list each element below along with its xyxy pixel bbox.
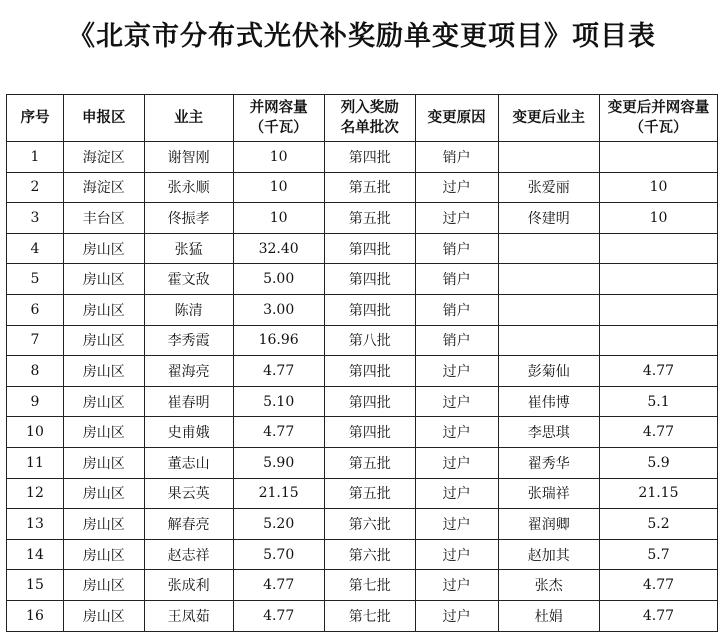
cell-capacity: 21.15 <box>233 478 324 509</box>
cell-district: 房山区 <box>63 509 144 540</box>
header-new-capacity: 变更后并网容量（千瓦） <box>599 95 717 142</box>
cell-capacity: 4.77 <box>233 570 324 601</box>
cell-index: 9 <box>7 386 64 417</box>
cell-district: 海淀区 <box>63 172 144 203</box>
cell-batch: 第七批 <box>324 600 415 631</box>
cell-batch: 第四批 <box>324 264 415 295</box>
cell-owner: 翟海亮 <box>144 356 233 387</box>
table-row <box>7 233 718 264</box>
cell-batch: 第六批 <box>324 509 415 540</box>
cell-new-capacity: 21.15 <box>599 478 717 509</box>
cell-new-owner: 佟建明 <box>498 203 599 234</box>
cell-owner: 张猛 <box>144 233 233 264</box>
cell-district: 房山区 <box>63 233 144 264</box>
cell-reason: 销户 <box>415 233 498 264</box>
cell-district: 房山区 <box>63 539 144 570</box>
cell-owner: 霍文敌 <box>144 264 233 295</box>
cell-capacity: 10 <box>233 142 324 173</box>
cell-reason: 过户 <box>415 600 498 631</box>
cell-district: 房山区 <box>63 478 144 509</box>
cell-new-owner: 赵加其 <box>498 539 599 570</box>
table-row <box>7 264 718 295</box>
cell-new-capacity <box>599 264 717 295</box>
cell-new-owner: 李思琪 <box>498 417 599 448</box>
cell-index: 7 <box>7 325 64 356</box>
cell-district: 房山区 <box>63 600 144 631</box>
cell-index: 3 <box>7 203 64 234</box>
cell-district: 房山区 <box>63 386 144 417</box>
cell-index: 11 <box>7 447 64 478</box>
table-row <box>7 386 718 417</box>
cell-new-capacity: 5.9 <box>599 447 717 478</box>
cell-new-capacity: 10 <box>599 203 717 234</box>
table-header-row <box>7 95 718 142</box>
cell-index: 5 <box>7 264 64 295</box>
table-row <box>7 570 718 601</box>
cell-capacity: 10 <box>233 203 324 234</box>
cell-owner: 果云英 <box>144 478 233 509</box>
cell-new-owner: 崔伟博 <box>498 386 599 417</box>
cell-new-capacity: 4.77 <box>599 570 717 601</box>
cell-capacity: 5.70 <box>233 539 324 570</box>
cell-district: 房山区 <box>63 264 144 295</box>
table-row <box>7 356 718 387</box>
cell-new-owner: 张爱丽 <box>498 172 599 203</box>
cell-batch: 第四批 <box>324 142 415 173</box>
cell-reason: 过户 <box>415 356 498 387</box>
header-index: 序号 <box>7 95 64 142</box>
table-row <box>7 203 718 234</box>
cell-index: 14 <box>7 539 64 570</box>
cell-index: 8 <box>7 356 64 387</box>
cell-district: 房山区 <box>63 570 144 601</box>
cell-new-owner: 杜娟 <box>498 600 599 631</box>
cell-batch: 第四批 <box>324 233 415 264</box>
cell-owner: 张永顺 <box>144 172 233 203</box>
cell-new-capacity: 5.2 <box>599 509 717 540</box>
cell-district: 海淀区 <box>63 142 144 173</box>
cell-index: 13 <box>7 509 64 540</box>
cell-owner: 佟振孝 <box>144 203 233 234</box>
cell-owner: 赵志祥 <box>144 539 233 570</box>
cell-owner: 张成利 <box>144 570 233 601</box>
cell-reason: 过户 <box>415 478 498 509</box>
cell-index: 15 <box>7 570 64 601</box>
cell-batch: 第四批 <box>324 294 415 325</box>
cell-district: 房山区 <box>63 356 144 387</box>
cell-reason: 销户 <box>415 325 498 356</box>
cell-batch: 第六批 <box>324 539 415 570</box>
table-row <box>7 539 718 570</box>
cell-owner: 董志山 <box>144 447 233 478</box>
cell-owner: 李秀霞 <box>144 325 233 356</box>
cell-batch: 第四批 <box>324 386 415 417</box>
cell-reason: 过户 <box>415 509 498 540</box>
cell-batch: 第八批 <box>324 325 415 356</box>
cell-new-owner <box>498 233 599 264</box>
cell-district: 丰台区 <box>63 203 144 234</box>
header-district: 申报区 <box>63 95 144 142</box>
table-row <box>7 600 718 631</box>
cell-capacity: 5.00 <box>233 264 324 295</box>
cell-reason: 过户 <box>415 539 498 570</box>
project-table <box>6 94 718 632</box>
cell-reason: 销户 <box>415 142 498 173</box>
cell-index: 2 <box>7 172 64 203</box>
header-capacity: 并网容量（千瓦） <box>233 95 324 142</box>
cell-index: 10 <box>7 417 64 448</box>
cell-batch: 第五批 <box>324 478 415 509</box>
cell-new-owner <box>498 294 599 325</box>
cell-index: 1 <box>7 142 64 173</box>
cell-district: 房山区 <box>63 447 144 478</box>
cell-reason: 销户 <box>415 294 498 325</box>
cell-new-owner: 张杰 <box>498 570 599 601</box>
header-owner: 业主 <box>144 95 233 142</box>
table-row <box>7 478 718 509</box>
header-batch: 列入奖励名单批次 <box>324 95 415 142</box>
cell-new-capacity <box>599 294 717 325</box>
cell-owner: 陈清 <box>144 294 233 325</box>
cell-capacity: 3.00 <box>233 294 324 325</box>
cell-reason: 过户 <box>415 203 498 234</box>
cell-batch: 第四批 <box>324 417 415 448</box>
cell-batch: 第五批 <box>324 447 415 478</box>
table-row <box>7 417 718 448</box>
cell-new-capacity <box>599 325 717 356</box>
cell-reason: 过户 <box>415 570 498 601</box>
table-row <box>7 325 718 356</box>
cell-new-capacity: 5.7 <box>599 539 717 570</box>
cell-new-owner: 翟润卿 <box>498 509 599 540</box>
cell-batch: 第五批 <box>324 203 415 234</box>
cell-new-owner <box>498 142 599 173</box>
cell-index: 12 <box>7 478 64 509</box>
cell-new-capacity: 10 <box>599 172 717 203</box>
cell-capacity: 16.96 <box>233 325 324 356</box>
cell-new-capacity: 4.77 <box>599 356 717 387</box>
table-row <box>7 142 718 173</box>
cell-owner: 崔春明 <box>144 386 233 417</box>
cell-district: 房山区 <box>63 325 144 356</box>
page-title: 《北京市分布式光伏补奖励单变更项目》项目表 <box>68 21 656 52</box>
cell-new-capacity: 4.77 <box>599 600 717 631</box>
table-row <box>7 447 718 478</box>
cell-reason: 过户 <box>415 447 498 478</box>
cell-owner: 史甫娥 <box>144 417 233 448</box>
cell-batch: 第七批 <box>324 570 415 601</box>
cell-district: 房山区 <box>63 417 144 448</box>
cell-district: 房山区 <box>63 294 144 325</box>
cell-new-owner: 张瑞祥 <box>498 478 599 509</box>
header-reason: 变更原因 <box>415 95 498 142</box>
cell-new-capacity: 5.1 <box>599 386 717 417</box>
cell-new-owner: 彭菊仙 <box>498 356 599 387</box>
cell-capacity: 4.77 <box>233 356 324 387</box>
cell-reason: 过户 <box>415 172 498 203</box>
cell-index: 16 <box>7 600 64 631</box>
cell-capacity: 10 <box>233 172 324 203</box>
cell-capacity: 5.20 <box>233 509 324 540</box>
cell-owner: 王凤茹 <box>144 600 233 631</box>
cell-index: 6 <box>7 294 64 325</box>
cell-capacity: 5.10 <box>233 386 324 417</box>
cell-capacity: 4.77 <box>233 417 324 448</box>
cell-new-owner: 翟秀华 <box>498 447 599 478</box>
cell-index: 4 <box>7 233 64 264</box>
cell-capacity: 4.77 <box>233 600 324 631</box>
cell-reason: 过户 <box>415 417 498 448</box>
header-new-owner: 变更后业主 <box>498 95 599 142</box>
cell-new-capacity <box>599 142 717 173</box>
cell-reason: 过户 <box>415 386 498 417</box>
cell-new-capacity <box>599 233 717 264</box>
table-row <box>7 294 718 325</box>
table-row <box>7 172 718 203</box>
cell-batch: 第五批 <box>324 172 415 203</box>
cell-new-capacity: 4.77 <box>599 417 717 448</box>
cell-new-owner <box>498 264 599 295</box>
cell-batch: 第四批 <box>324 356 415 387</box>
cell-owner: 解春亮 <box>144 509 233 540</box>
cell-capacity: 5.90 <box>233 447 324 478</box>
cell-owner: 谢智刚 <box>144 142 233 173</box>
cell-capacity: 32.40 <box>233 233 324 264</box>
table-row <box>7 509 718 540</box>
cell-new-owner <box>498 325 599 356</box>
cell-reason: 销户 <box>415 264 498 295</box>
